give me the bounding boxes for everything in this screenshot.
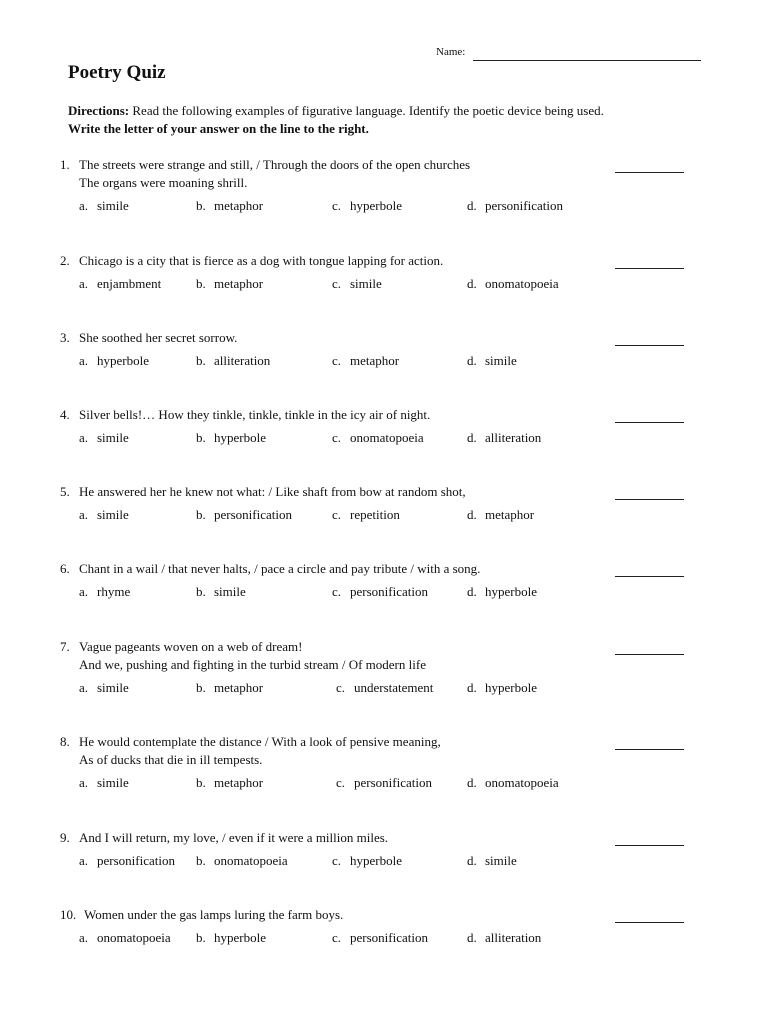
choice-letter: a. <box>79 930 89 945</box>
choice-text: understatement <box>354 680 434 695</box>
question-text-line: And I will return, my love, / even if it were a million miles. <box>79 830 389 845</box>
question-text-line: Vague pageants woven on a web of dream! <box>79 639 303 654</box>
choice-text: alliteration <box>485 930 542 945</box>
choice-a <box>79 352 149 370</box>
choice-letter: c. <box>332 276 342 291</box>
choice-d <box>467 429 541 447</box>
choice-letter: c. <box>332 198 342 213</box>
question-number: 2. <box>60 253 70 268</box>
answer-line[interactable] <box>615 172 684 173</box>
choice-text: onomatopoeia <box>485 276 559 291</box>
question-number: 7. <box>60 639 70 654</box>
directions-label: Directions: <box>68 103 130 118</box>
choice-text: onomatopoeia <box>485 775 559 790</box>
answer-choices <box>0 197 768 215</box>
question-text <box>79 329 599 347</box>
choice-letter: a. <box>79 507 89 522</box>
answer-line[interactable] <box>615 499 684 500</box>
answer-line[interactable] <box>615 654 684 655</box>
question-number: 1. <box>60 157 70 172</box>
choice-text: metaphor <box>214 198 264 213</box>
answer-choices <box>0 774 768 792</box>
question-number: 6. <box>60 561 70 576</box>
answer-choices <box>0 929 768 947</box>
choice-letter: a. <box>79 584 89 599</box>
choice-b <box>196 583 246 601</box>
choice-a <box>79 429 129 447</box>
choice-text: personification <box>97 853 175 868</box>
question-text <box>79 829 599 847</box>
choice-text: alliteration <box>485 430 542 445</box>
question-text <box>79 733 599 769</box>
name-label: Name: <box>436 46 466 58</box>
choice-d <box>467 506 534 524</box>
choice-text: hyperbole <box>97 353 149 368</box>
choice-text: simile <box>97 430 129 445</box>
choice-c <box>332 852 402 870</box>
choice-text: personification <box>354 775 432 790</box>
choice-letter: d. <box>467 853 477 868</box>
choice-text: metaphor <box>214 276 264 291</box>
choice-text: personification <box>485 198 563 213</box>
answer-choices <box>0 679 768 697</box>
question-text-line: The organs were moaning shrill. <box>79 175 248 190</box>
choice-letter: d. <box>467 680 477 695</box>
question-text-line: As of ducks that die in ill tempests. <box>79 752 263 767</box>
choice-letter: d. <box>467 584 477 599</box>
choice-c <box>332 929 428 947</box>
choice-letter: b. <box>196 430 206 445</box>
choice-letter: a. <box>79 853 89 868</box>
choice-a <box>79 583 130 601</box>
choice-a <box>79 197 129 215</box>
choice-letter: b. <box>196 276 206 291</box>
question-text <box>79 406 599 424</box>
choice-text: simile <box>97 507 129 522</box>
choice-letter: b. <box>196 198 206 213</box>
question-text-line: The streets were strange and still, / Through the doors of the open churches <box>79 157 471 172</box>
choice-letter: c. <box>336 775 346 790</box>
choice-letter: d. <box>467 507 477 522</box>
choice-letter: a. <box>79 353 89 368</box>
choice-letter: a. <box>79 198 89 213</box>
choice-text: metaphor <box>214 680 264 695</box>
choice-text: alliteration <box>214 353 271 368</box>
choice-b <box>196 352 270 370</box>
choice-letter: d. <box>467 775 477 790</box>
choice-b <box>196 852 288 870</box>
choice-letter: b. <box>196 853 206 868</box>
choice-letter: c. <box>336 680 346 695</box>
question-number: 5. <box>60 484 70 499</box>
choice-text: personification <box>350 930 428 945</box>
answer-choices <box>0 506 768 524</box>
question-text-line: She soothed her secret sorrow. <box>79 330 238 345</box>
question-text <box>79 483 599 501</box>
choice-c <box>332 429 424 447</box>
answer-choices <box>0 852 768 870</box>
choice-text: hyperbole <box>485 584 537 599</box>
choice-letter: a. <box>79 680 89 695</box>
choice-b <box>196 197 263 215</box>
answer-line[interactable] <box>615 345 684 346</box>
choice-letter: b. <box>196 584 206 599</box>
choice-text: hyperbole <box>214 930 266 945</box>
choice-d <box>467 352 517 370</box>
question-text-line: Chant in a wail / that never halts, / pace a circle and pay tribute / with a song. <box>79 561 481 576</box>
choice-text: metaphor <box>214 775 264 790</box>
choice-d <box>467 774 559 792</box>
directions-text: Read the following examples of figurative language. Identify the poetic device being used. <box>129 103 604 118</box>
choice-letter: b. <box>196 353 206 368</box>
choice-text: hyperbole <box>350 198 402 213</box>
question-text-line: Silver bells!… How they tinkle, tinkle, tinkle in the icy air of night. <box>79 407 431 422</box>
question-text <box>79 156 599 192</box>
choice-letter: c. <box>332 853 342 868</box>
choice-text: personification <box>350 584 428 599</box>
choice-d <box>467 679 537 697</box>
question-text <box>84 906 604 924</box>
choice-a <box>79 275 161 293</box>
answer-line[interactable] <box>615 268 684 269</box>
question-number: 10. <box>60 907 77 922</box>
answer-choices <box>0 352 768 370</box>
choice-text: metaphor <box>485 507 535 522</box>
name-input-line[interactable] <box>473 60 701 61</box>
choice-text: hyperbole <box>214 430 266 445</box>
answer-line[interactable] <box>615 422 684 423</box>
answer-line[interactable] <box>615 576 684 577</box>
choice-text: simile <box>214 584 246 599</box>
choice-c <box>332 506 400 524</box>
choice-a <box>79 929 171 947</box>
choice-letter: d. <box>467 930 477 945</box>
choice-letter: d. <box>467 276 477 291</box>
directions <box>68 102 728 138</box>
choice-text: simile <box>485 353 517 368</box>
choice-a <box>79 774 129 792</box>
choice-text: simile <box>97 775 129 790</box>
choice-text: onomatopoeia <box>214 853 288 868</box>
choice-letter: c. <box>332 584 342 599</box>
answer-line[interactable] <box>615 922 684 923</box>
choice-text: rhyme <box>97 584 131 599</box>
page-title: Poetry Quiz <box>68 62 166 83</box>
choice-d <box>467 929 541 947</box>
answer-choices <box>0 583 768 601</box>
choice-letter: a. <box>79 276 89 291</box>
choice-text: enjambment <box>97 276 162 291</box>
choice-d <box>467 197 563 215</box>
choice-text: onomatopoeia <box>350 430 424 445</box>
choice-b <box>196 679 263 697</box>
choice-b <box>196 506 292 524</box>
choice-d <box>467 583 537 601</box>
choice-text: hyperbole <box>350 853 402 868</box>
choice-text: simile <box>97 680 129 695</box>
question-text <box>79 560 599 578</box>
question-number: 3. <box>60 330 70 345</box>
choice-text: simile <box>485 853 517 868</box>
question-number: 4. <box>60 407 70 422</box>
choice-b <box>196 429 266 447</box>
choice-text: metaphor <box>350 353 400 368</box>
question-text-line: He answered her he knew not what: / Like shaft from bow at random shot, <box>79 484 466 499</box>
question-text <box>79 638 599 674</box>
choice-letter: c. <box>332 353 342 368</box>
choice-c <box>332 583 428 601</box>
choice-a <box>79 679 129 697</box>
choice-letter: b. <box>196 930 206 945</box>
choice-a <box>79 852 175 870</box>
choice-text: repetition <box>350 507 400 522</box>
question-number: 9. <box>60 830 70 845</box>
choice-letter: a. <box>79 430 89 445</box>
choice-text: hyperbole <box>485 680 537 695</box>
choice-c <box>336 774 432 792</box>
choice-d <box>467 275 559 293</box>
answer-line[interactable] <box>615 749 684 750</box>
choice-letter: d. <box>467 353 477 368</box>
choice-letter: b. <box>196 680 206 695</box>
answer-choices <box>0 429 768 447</box>
choice-c <box>332 197 402 215</box>
choice-letter: d. <box>467 198 477 213</box>
choice-b <box>196 774 263 792</box>
choice-text: simile <box>97 198 129 213</box>
choice-d <box>467 852 517 870</box>
choice-a <box>79 506 129 524</box>
choice-letter: b. <box>196 507 206 522</box>
answer-choices <box>0 275 768 293</box>
choice-letter: b. <box>196 775 206 790</box>
choice-letter: c. <box>332 930 342 945</box>
question-text-line: Women under the gas lamps luring the farm boys. <box>84 907 344 922</box>
choice-text: onomatopoeia <box>97 930 171 945</box>
choice-c <box>336 679 433 697</box>
choice-b <box>196 275 263 293</box>
choice-letter: d. <box>467 430 477 445</box>
choice-text: personification <box>214 507 292 522</box>
question-text-line: And we, pushing and fighting in the turbid stream / Of modern life <box>79 657 426 672</box>
answer-line[interactable] <box>615 845 684 846</box>
choice-letter: a. <box>79 775 89 790</box>
choice-c <box>332 275 382 293</box>
directions-instruction: Write the letter of your answer on the line to the right. <box>68 121 369 136</box>
question-text-line: Chicago is a city that is fierce as a dog with tongue lapping for action. <box>79 253 444 268</box>
question-text <box>79 252 599 270</box>
question-text-line: He would contemplate the distance / With a look of pensive meaning, <box>79 734 441 749</box>
choice-text: simile <box>350 276 382 291</box>
choice-letter: c. <box>332 430 342 445</box>
choice-letter: c. <box>332 507 342 522</box>
choice-c <box>332 352 399 370</box>
choice-b <box>196 929 266 947</box>
question-number: 8. <box>60 734 70 749</box>
